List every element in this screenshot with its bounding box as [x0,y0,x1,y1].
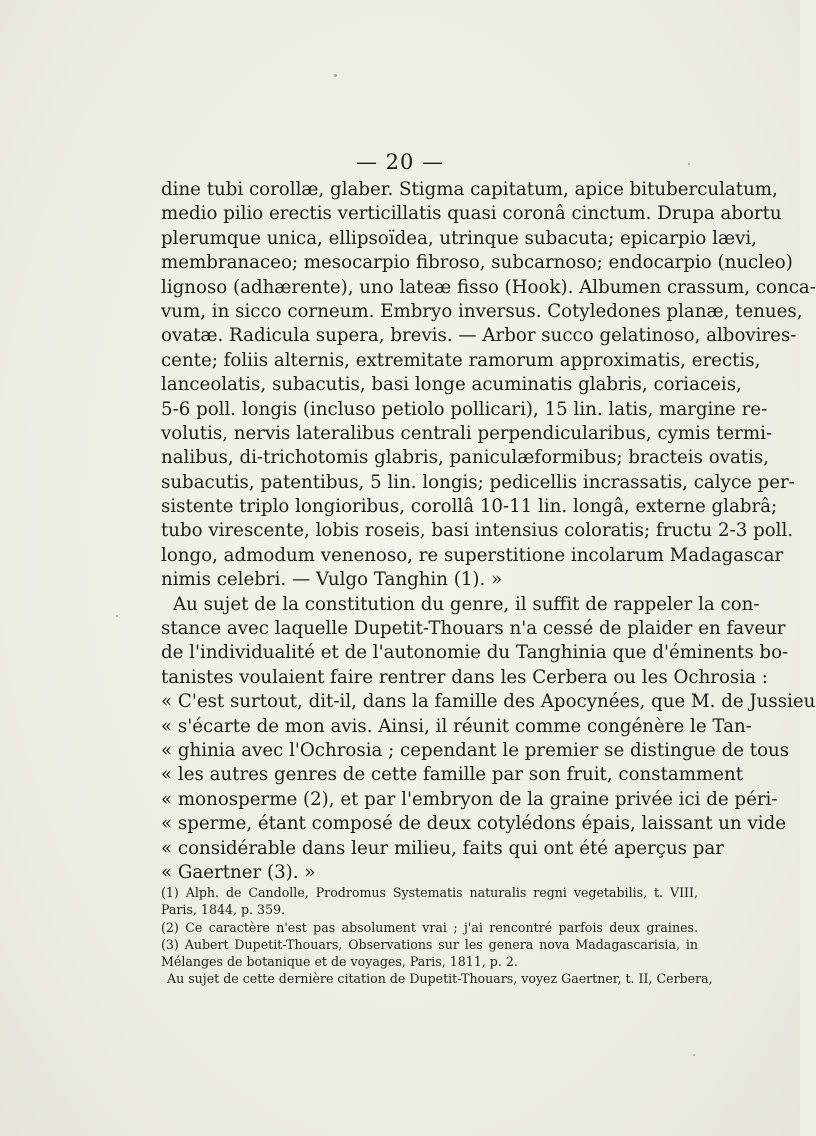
footnote-line: (1) Alph. de Candolle, Prodromus Systematis naturalis regni vegetabilis, t. VIII, [161,885,698,900]
footnote-line: Paris, 1844, p. 359. [161,902,286,918]
footnote-line: Mélanges de botanique et de voyages, Paris, 1811, p. 2. [161,954,518,970]
text-line: membranaceo; mesocarpio fibroso, subcarnoso; endocarpio (nucleo) [161,252,793,274]
text-line: cente; foliis alternis, extremitate ramorum approximatis, erectis, [161,349,761,371]
text-line: tanistes voulaient faire rentrer dans les Cerbera ou les Ochrosia : [161,666,768,688]
page-number: — 20 — [355,150,445,174]
text-line: longo, admodum venenoso, re superstitione incolarum Madagascar [161,544,784,566]
paper-speck [334,74,337,77]
text-line: Au sujet de la constitution du genre, il suffit de rappeler la con- [173,593,760,615]
text-line: « monosperme (2), et par l'embryon de la graine privée ici de péri- [161,788,778,810]
text-line: lignoso (adhærente), uno lateæ fisso (Hook). Albumen crassum, conca- [161,276,816,298]
text-line: nalibus, di-trichotomis glabris, paniculæformibus; bracteis ovatis, [161,447,770,469]
text-line: medio pilio erectis verticillatis quasi coronâ cinctum. Drupa abortu [161,203,782,225]
text-line: subacutis, patentibus, 5 lin. longis; pedicellis incrassatis, calyce per- [161,471,795,493]
text-line: ovatæ. Radicula supera, brevis. — Arbor succo gelatinoso, albovires- [161,325,797,347]
body-text [161,178,816,885]
text-line: lanceolatis, subacutis, basi longe acuminatis glabris, coriaceis, [161,374,742,396]
text-line: stance avec laquelle Dupetit-Thouars n'a cessé de plaider en faveur [161,618,786,640]
paper-speck [116,615,118,617]
text-line: dine tubi corollæ, glaber. Stigma capitatum, apice bituberculatum, [161,179,778,200]
footnote-line: (3) Aubert Dupetit-Thouars, Observations sur les genera nova Madagascarisia, in [161,936,698,952]
text-line: « C'est surtout, dit-il, dans la famille des Apocynées, que M. de Jussieu [161,691,816,713]
footnote-line: Au sujet de cette dernière citation de Dupetit-Thouars, voyez Gaertner, t. II, Cerbera, [167,971,713,987]
text-line: 5-6 poll. longis (incluso petiolo pollicari), 15 lin. latis, margine re- [161,398,768,420]
text-line: de l'individualité et de l'autonomie du Tanghinia que d'éminents bo- [161,642,789,664]
text-line: « sperme, étant composé de deux cotylédons épais, laissant un vide [161,813,787,835]
text-line: volutis, nervis lateralibus centrali perpendicularibus, cymis termi- [161,422,773,444]
footnotes [161,884,713,988]
text-line: « les autres genres de cette famille par son fruit, constamment [161,764,744,786]
text-line: « s'écarte de mon avis. Ainsi, il réunit comme congénère le Tan- [161,715,752,737]
text-line: sistente triplo longioribus, corollâ 10-11 lin. longâ, externe glabrâ; [161,496,778,518]
text-line: « Gaertner (3). » [161,861,316,883]
text-line: « considérable dans leur milieu, faits qui ont été aperçus par [161,837,724,859]
text-line: plerumque unica, ellipsoïdea, utrinque subacuta; epicarpio lævi, [161,227,757,249]
text-line: nimis celebri. — Vulgo Tanghin (1). » [161,569,503,591]
text-line: « ghinia avec l'Ochrosia ; cependant le premier se distingue de tous [161,739,790,761]
paper-speck [693,1054,695,1056]
footnote-line: (2) Ce caractère n'est pas absolument vrai ; j'ai rencontré parfois deux graines. [161,919,698,935]
text-line: vum, in sicco corneum. Embryo inversus. Cotyledones planæ, tenues, [161,300,803,322]
text-line: tubo virescente, lobis roseis, basi intensius coloratis; fructu 2-3 poll. [161,520,794,542]
